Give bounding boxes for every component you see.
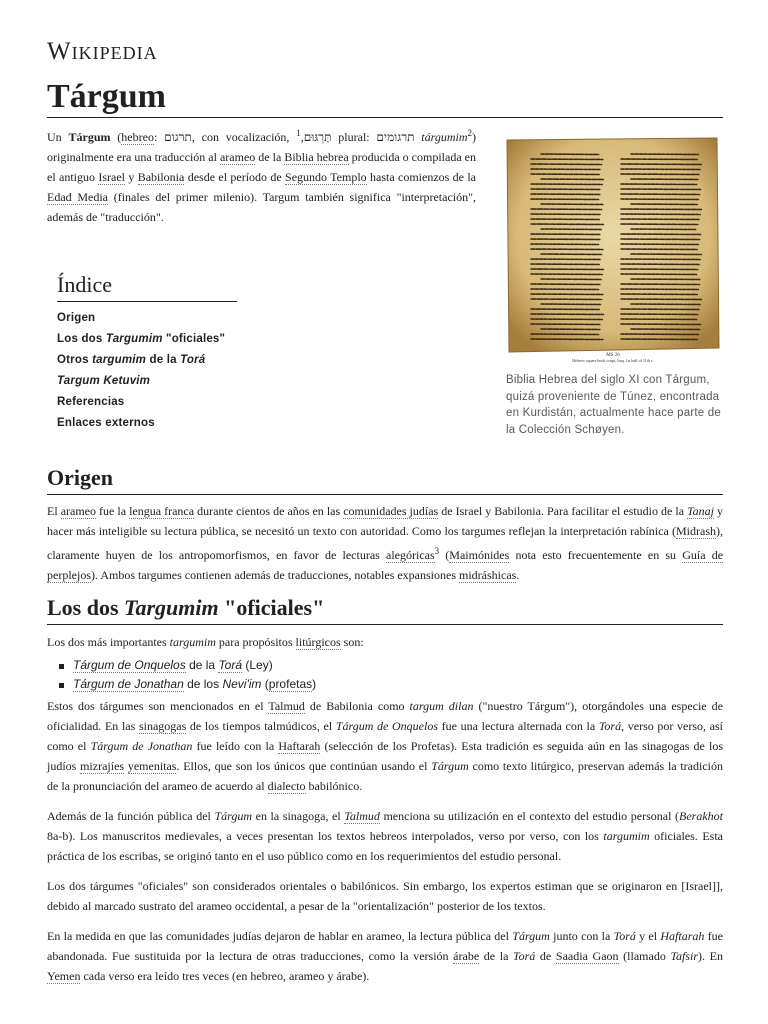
manuscript-image[interactable] xyxy=(503,136,723,364)
link-alegoricas[interactable]: alegóricas xyxy=(386,548,435,562)
script-line xyxy=(531,234,601,235)
script-line xyxy=(621,299,701,300)
script-line xyxy=(621,259,700,260)
script-line xyxy=(631,179,698,180)
script-line xyxy=(621,334,698,335)
script-line xyxy=(531,159,603,160)
link-targum-jonathan[interactable]: Tárgum de Jonathan xyxy=(73,677,184,691)
script-line xyxy=(531,334,599,335)
script-line xyxy=(621,199,698,200)
script-line xyxy=(621,264,699,265)
script-line xyxy=(531,294,603,295)
toc-item-ketuvim[interactable]: Targum Ketuvim xyxy=(57,375,151,387)
link-comunidades-judias[interactable]: comunidades judías xyxy=(343,504,439,518)
toc-item-enlaces[interactable]: Enlaces externos xyxy=(57,417,155,429)
script-line xyxy=(621,214,700,215)
link-yemen[interactable]: Yemen xyxy=(47,969,81,983)
oficiales-lead: Los dos más importantes targumim para propósitos litúrgicos son: xyxy=(47,635,364,649)
script-line xyxy=(531,219,599,220)
intro-paragraph: Un Tárgum (hebreo: תרגום, con vocalización, תַּרְגּוּם,$^1$ plural: תרגומים tárgumim$^2$) originalmente era una traducción al arameo de la Biblia hebrea producida o compilada en el antiguo Israel y Babilonia desde el período de Segundo Templo hasta comienzos de la Edad Media (finales del primer milenio). Targum también significa "interpretación", además de "traducción". xyxy=(47,128,477,224)
script-line xyxy=(621,319,697,320)
script-line xyxy=(621,324,701,325)
script-line xyxy=(531,339,603,340)
script-line xyxy=(541,254,602,255)
link-talmud-2[interactable]: Talmud xyxy=(344,809,380,823)
toc-item-origen[interactable]: Origen xyxy=(57,312,96,324)
link-talmud[interactable]: Talmud xyxy=(268,699,305,713)
origen-paragraph: El arameo fue la lengua franca durante cientos de años en las comunidades judías de Israel y Babilonia. Para facilitar el estudio de la Tanaj y hacer más inteligible su lectura pública, se necesitó un texto con autoridad. Como los targumes reflejan la interpretación rabínica (Midrash), claramente huyen de los antropomorfismos, en favor de lecturas alegóricas$^3$ (Maimónides nota esto frecuentemente en su Guía de perplejos). Ambos targumes contienen además de traducciones, notables expansiones midráshicas. xyxy=(47,504,724,582)
script-line xyxy=(531,239,600,240)
script-line xyxy=(621,309,699,310)
script-line xyxy=(531,199,599,200)
script-line xyxy=(541,304,600,305)
script-line xyxy=(531,194,600,195)
script-line xyxy=(621,274,697,275)
toc-item-otros[interactable]: Otros targumim de la Torá xyxy=(57,354,206,366)
script-line xyxy=(621,189,701,190)
script-line xyxy=(531,224,603,225)
oficiales-paragraph-2: Además de la función pública del Tárgum en la sinagoga, el Talmud menciona su utilización en el contexto del estudio personal (Berakhot 8a-b). Los manuscritos medievales, a veces presentan los textos hebreos interpolados, verso por verso, con los targumim oficiales. Esta práctica de los escribas, se originó tanto en el uso público como en los requerimientos del estudio personal. xyxy=(47,809,723,863)
script-line xyxy=(621,194,700,195)
link-midrash[interactable]: Midrash xyxy=(676,524,716,538)
script-line xyxy=(541,204,603,205)
heading-oficiales: Los dos Targumim "oficiales" xyxy=(47,595,723,625)
script-line xyxy=(531,249,603,250)
script-line xyxy=(621,289,698,290)
link-liturgicos[interactable]: litúrgicos xyxy=(295,635,341,649)
script-line xyxy=(621,249,697,250)
script-line xyxy=(531,214,600,215)
script-line xyxy=(621,244,698,245)
link-tora[interactable]: Torá xyxy=(218,658,243,672)
link-targum-onquelos[interactable]: Tárgum de Onquelos xyxy=(73,658,186,672)
script-line xyxy=(531,314,603,315)
script-line xyxy=(631,254,701,255)
script-line xyxy=(621,219,699,220)
script-line xyxy=(621,339,697,340)
list-item: Tárgum de Onquelos de la Torá (Ley) xyxy=(57,656,723,675)
figure-caption: Biblia Hebrea del siglo XI con Tárgum, quizá proveniente de Túnez, encontrada en Kurdistán, actualmente hace parte de la Colección Schøyen. xyxy=(506,374,721,436)
script-line xyxy=(621,294,697,295)
script-line xyxy=(621,314,698,315)
toc-item-oficiales[interactable]: Los dos Targumim "oficiales" xyxy=(57,333,226,345)
page-title: Tárgum xyxy=(47,78,166,115)
script-line xyxy=(531,309,599,310)
script-line xyxy=(531,264,599,265)
script-line xyxy=(531,319,602,320)
script-line xyxy=(541,179,603,180)
script-line xyxy=(531,259,600,260)
heading-origen: Origen xyxy=(47,465,723,495)
link-arabe[interactable]: árabe xyxy=(453,949,480,963)
link-saadia-gaon[interactable]: Saadia Gaon xyxy=(555,949,619,963)
script-line xyxy=(531,189,601,190)
link-tanaj[interactable]: Tanaj xyxy=(687,504,714,518)
oficiales-paragraph-3: Los dos tárgumes "oficiales" son considerados orientales o babilónicos. Sin embargo, los expertos estiman que se originaron en [Israel]], debido al marcado sustrato del arameo occidental, a pesar de la "orientalización" posterior de los textos. xyxy=(47,879,723,913)
script-line xyxy=(531,284,600,285)
link-dialecto[interactable]: dialecto xyxy=(267,779,306,793)
script-line xyxy=(531,184,602,185)
section-origen xyxy=(47,501,723,585)
toc-title: Índice xyxy=(57,272,237,302)
script-line xyxy=(621,174,699,175)
wikipedia-wordmark[interactable] xyxy=(47,38,158,66)
script-line xyxy=(631,279,701,280)
script-line xyxy=(541,229,602,230)
table-of-contents xyxy=(57,272,237,434)
script-line xyxy=(541,329,600,330)
title-underline xyxy=(47,117,723,118)
script-line xyxy=(621,209,701,210)
script-line xyxy=(541,279,601,280)
link-arameo[interactable]: arameo xyxy=(219,150,256,164)
link-maimonides[interactable]: Maimónides xyxy=(449,548,510,562)
script-line xyxy=(621,159,697,160)
oficiales-paragraph-1: Estos dos tárgumes son mencionados en el Talmud de Babilonia como targum dilan ("nuestro Tárgum"), otorgándoles una especie de oficialidad. En las sinagogas de los tiempos talmúdicos, el Tárgum de Onquelos fue una lectura alternada con la Torá, verso por verso, así como el Tárgum de Jonathan fue leído con la Haftarah (selección de los Profetas). Esta tradición es seguida aún en las sinagogas de los judíos mizrajíes yemenitas. Ellos, que son los únicos que continúan usando el Tárgum como texto litúrgico, preservan además la tradición de la pronunciación del arameo de acuerdo al dialecto babilónico. xyxy=(47,699,724,793)
link-mizrajies[interactable]: mizrajíes xyxy=(80,759,125,773)
script-line xyxy=(531,299,602,300)
ref-2[interactable]: 2 xyxy=(467,128,472,138)
targumim-list xyxy=(57,656,723,694)
script-line xyxy=(621,169,700,170)
script-line xyxy=(531,174,599,175)
link-biblia-hebrea[interactable]: Biblia hebrea xyxy=(284,150,349,164)
link-guia-perplejos[interactable]: Guía de perplejos xyxy=(47,548,724,582)
script-line xyxy=(621,164,701,165)
link-yemenitas[interactable]: yemenitas xyxy=(127,759,177,773)
script-line xyxy=(531,269,603,270)
link-profetas[interactable]: profetas xyxy=(268,677,313,691)
script-line xyxy=(531,169,600,170)
script-line xyxy=(531,324,601,325)
script-line xyxy=(621,269,698,270)
link-haftarah[interactable]: Haftarah xyxy=(278,739,321,753)
manuscript-illustration xyxy=(503,136,723,364)
script-line xyxy=(531,289,599,290)
script-line xyxy=(631,229,697,230)
script-line xyxy=(531,274,602,275)
ref-3[interactable]: 3 xyxy=(434,546,440,556)
link-sinagogas[interactable]: sinagogas xyxy=(138,719,187,733)
link-segundo-templo[interactable]: Segundo Templo xyxy=(285,170,367,184)
script-line xyxy=(631,154,698,155)
link-israel[interactable]: Israel xyxy=(98,170,125,184)
manuscript-figure xyxy=(503,136,723,438)
script-line xyxy=(631,204,697,205)
script-line xyxy=(531,209,602,210)
ref-1[interactable]: 1 xyxy=(296,128,301,138)
script-line xyxy=(621,184,697,185)
link-edad-media[interactable]: Edad Media xyxy=(47,190,109,204)
script-line xyxy=(531,164,602,165)
script-line xyxy=(631,304,700,305)
link-arameo-2[interactable]: arameo xyxy=(60,504,97,518)
script-line xyxy=(631,329,700,330)
svg-text:MS 26: MS 26 xyxy=(606,353,620,358)
wordmark-text: Wikipedia xyxy=(47,38,158,65)
script-line xyxy=(621,239,700,240)
svg-text:Hebrew square book script, Ira: Hebrew square book script, Iraq, 1st half of 11th c. xyxy=(572,358,654,363)
link-midrashicas[interactable]: midráshicas xyxy=(459,568,517,582)
link-babilonia[interactable]: Babilonia xyxy=(137,170,185,184)
script-line xyxy=(621,224,698,225)
script-line xyxy=(541,154,599,155)
oficiales-paragraph-4: En la medida en que las comunidades judías dejaron de hablar en arameo, la lectura pública del Tárgum junto con la Torá y el Haftarah fue abandonada. Fue sustituida por la lectura de otras traducciones, como la versión árabe de la Torá de Saadia Gaon (llamado Tafsir). En Yemen cada verso era leído tres veces (en hebreo, arameo y árabe). xyxy=(47,929,724,983)
list-item: Tárgum de Jonathan de los Nevi'im (profetas) xyxy=(57,675,723,694)
link-hebreo[interactable]: hebreo xyxy=(121,130,154,144)
script-line xyxy=(621,234,701,235)
script-line xyxy=(621,284,700,285)
script-line xyxy=(531,244,599,245)
toc-item-referencias[interactable]: Referencias xyxy=(57,396,125,408)
section-oficiales xyxy=(47,632,723,986)
link-lengua-franca[interactable]: lengua franca xyxy=(129,504,195,518)
